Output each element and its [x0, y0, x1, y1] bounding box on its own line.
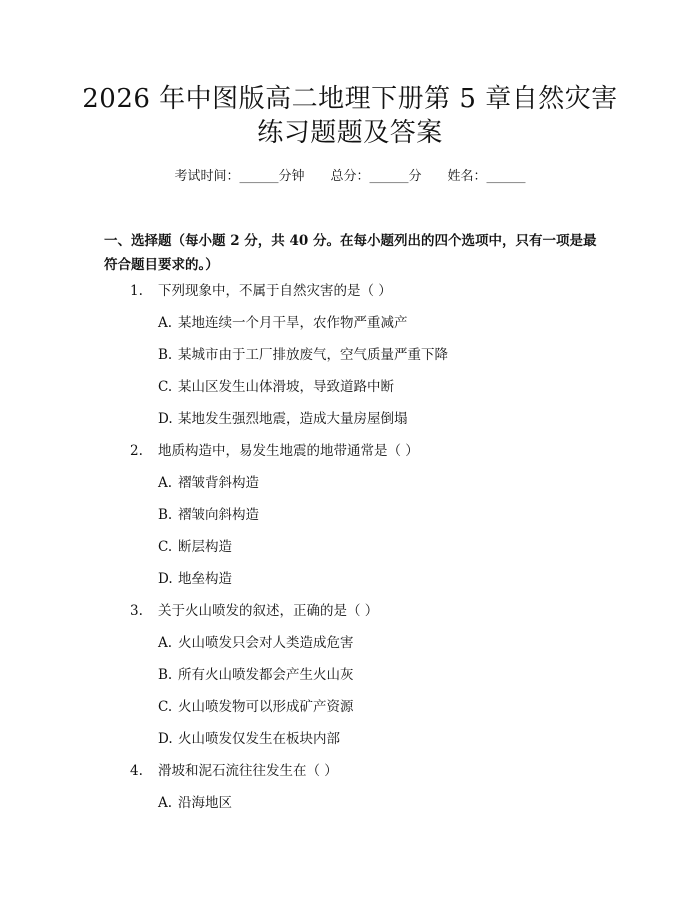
question-4-option-a — [158, 794, 232, 812]
question-2-option-c — [158, 538, 232, 556]
question-stem: 滑坡和泥石流往往发生在（ ） — [158, 763, 338, 779]
question-stem: 下列现象中，不属于自然灾害的是（ ） — [158, 283, 392, 299]
question-stem: 关于火山喷发的叙述，正确的是（ ） — [158, 603, 379, 619]
question-stem: 地质构造中，易发生地震的地带通常是（ ） — [158, 443, 419, 459]
question-1 — [130, 282, 392, 300]
document-title-line-2: 练习题题及答案 — [257, 118, 443, 148]
option-letter: C. — [158, 539, 173, 555]
option-letter: D. — [158, 571, 173, 587]
option-letter: D. — [158, 411, 173, 427]
question-2-option-a — [158, 474, 259, 492]
option-letter: B. — [158, 347, 173, 363]
option-text: 褶皱背斜构造 — [178, 475, 259, 491]
option-letter: A. — [158, 315, 173, 331]
option-letter: C. — [158, 379, 173, 395]
option-letter: A. — [158, 795, 173, 811]
option-text: 地垒构造 — [178, 571, 232, 587]
exam-time-field: 考试时间：______分钟 — [174, 169, 305, 184]
option-text: 火山喷发仅发生在板块内部 — [178, 731, 340, 747]
question-number: 1. — [130, 283, 143, 299]
exam-meta — [0, 168, 700, 186]
question-3 — [130, 602, 378, 620]
option-text: 某地连续一个月干旱，农作物严重减产 — [178, 315, 408, 331]
question-number: 2. — [130, 443, 143, 459]
option-text: 断层构造 — [178, 539, 232, 555]
option-letter: C. — [158, 699, 173, 715]
question-4 — [130, 762, 338, 780]
question-3-option-c — [158, 698, 354, 716]
question-3-option-a — [158, 634, 354, 652]
question-3-option-b — [158, 666, 354, 684]
student-name-field: 姓名：______ — [447, 169, 526, 184]
option-text: 褶皱向斜构造 — [178, 507, 259, 523]
total-score-field: 总分：______分 — [330, 169, 422, 184]
option-letter: A. — [158, 635, 173, 651]
option-letter: D. — [158, 731, 173, 747]
question-1-option-b — [158, 346, 448, 364]
option-text: 火山喷发物可以形成矿产资源 — [178, 699, 354, 715]
question-number: 3. — [130, 603, 143, 619]
question-1-option-a — [158, 314, 408, 332]
option-text: 沿海地区 — [178, 795, 232, 811]
option-text: 某城市由于工厂排放废气，空气质量严重下降 — [178, 347, 448, 363]
question-2-option-b — [158, 506, 259, 524]
option-letter: A. — [158, 475, 173, 491]
question-2 — [130, 442, 419, 460]
option-letter: B. — [158, 507, 173, 523]
option-text: 某山区发生山体滑坡，导致道路中断 — [178, 379, 394, 395]
option-text: 火山喷发只会对人类造成危害 — [178, 635, 354, 651]
option-letter: B. — [158, 667, 173, 683]
question-2-option-d — [158, 570, 232, 588]
section-heading: 一、选择题（每小题 2 分，共 40 分。在每小题列出的四个选项中，只有一项是最符合题目要求的。） — [104, 233, 597, 273]
question-number: 4. — [130, 763, 143, 779]
document-title-line-1: 2026 年中图版高二地理下册第 5 章自然灾害 — [82, 84, 618, 114]
question-1-option-c — [158, 378, 394, 396]
option-text: 所有火山喷发都会产生火山灰 — [178, 667, 354, 683]
question-1-option-d — [158, 410, 408, 428]
option-text: 某地发生强烈地震，造成大量房屋倒塌 — [178, 411, 408, 427]
question-3-option-d — [158, 730, 340, 748]
